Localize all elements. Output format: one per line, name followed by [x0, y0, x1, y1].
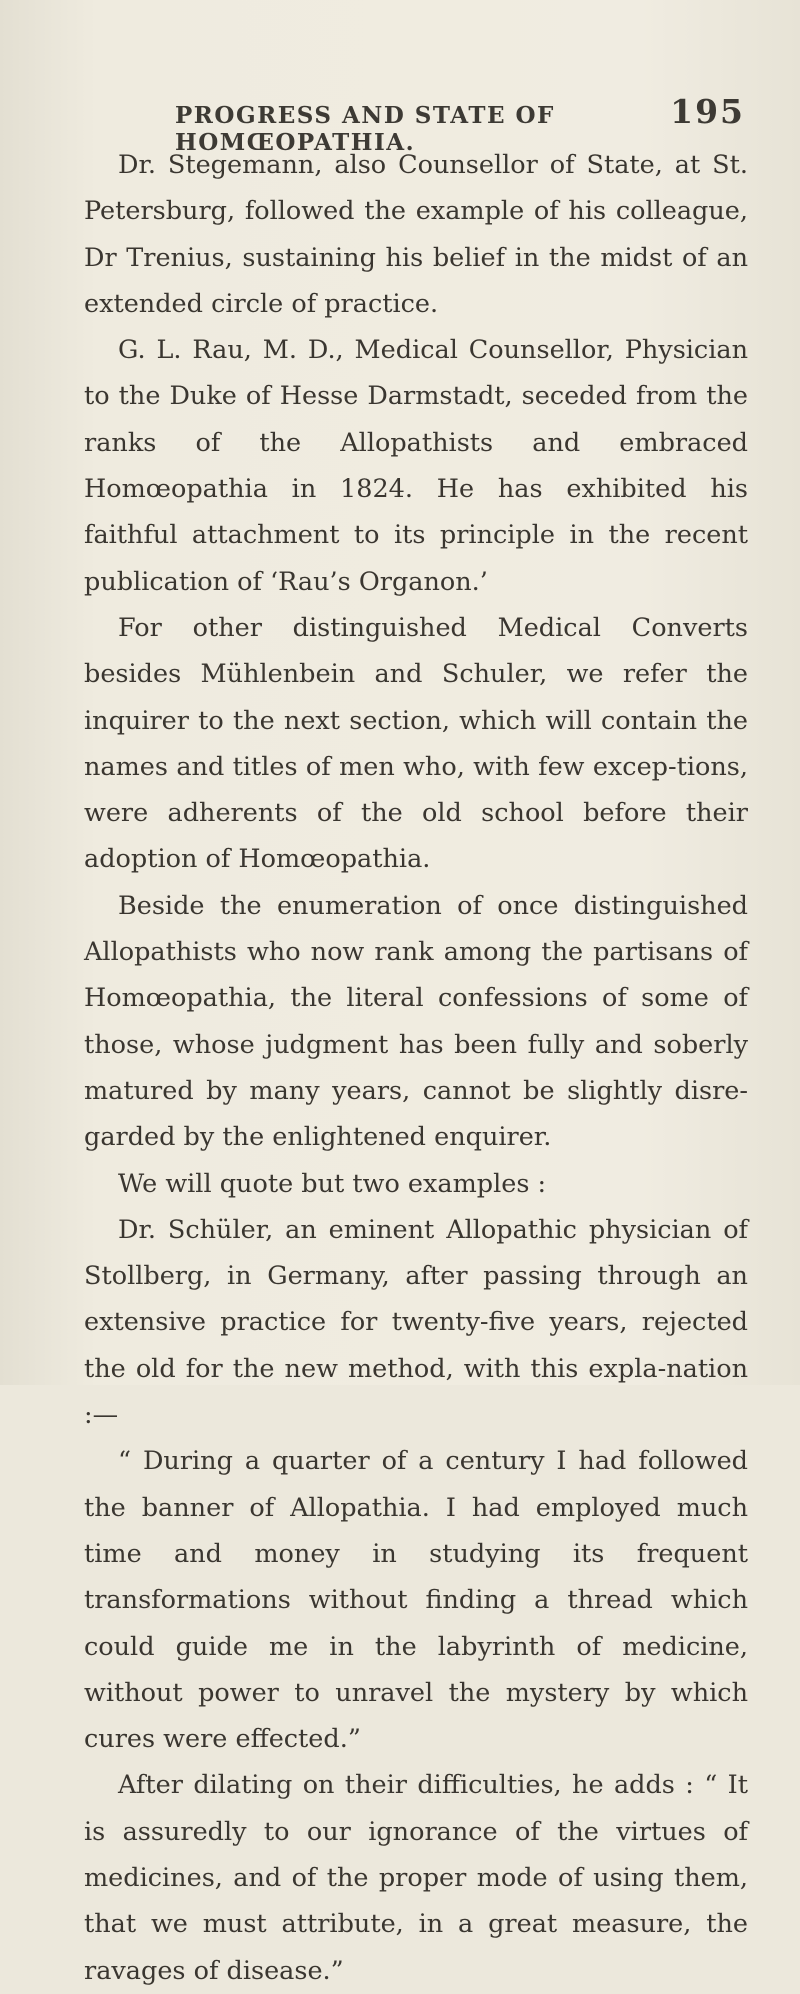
paragraph-quote-ignorance: After dilating on their difficulties, he adds : “ It is assuredly to our ignorance of the virtues of medicines, and of the proper mode of using them, that we must attribute, in a great measure, the ravages of disease.”: [84, 1770, 748, 1986]
paragraph-allopathists: Beside the enumeration of once distinguished Allopathists who now rank among the partisans of Homœopathia, the literal confessions of some of those, whose judgment has been fully and soberly matured by many years, cannot be slightly disre-garded by the enlightened enquirer.: [84, 890, 748, 1153]
page-number: 195: [670, 92, 745, 131]
running-title: PROGRESS AND STATE OF HOMŒOPATHIA.: [175, 102, 555, 156]
paragraph-quote-banner: “ During a quarter of a century I had followed the banner of Allopathia. I had employed much time and money in studying its frequent transformations without finding a thread which could guide me in the labyrinth of medicine, without power to unravel the mystery by which cures were effected.”: [84, 1446, 748, 1755]
paragraph-other-converts: For other distinguished Medical Converts besides Mühlenbein and Schuler, we refer the inquirer to the next section, which will contain the names and titles of men who, with few excep-tions, were adherents of the old school before their adoption of Homœopathia.: [84, 612, 748, 875]
paragraph-rau: G. L. Rau, M. D., Medical Counsellor, Physician to the Duke of Hesse Darmstadt, seceded from the ranks of the Allopathists and embraced Homœopathia in 1824. He has exhibited his faithful attachment to its principle in the recent publication of ‘Rau’s Organon.’: [84, 335, 748, 597]
paragraph-examples: We will quote but two examples :: [118, 1168, 547, 1199]
paragraph-schuler: Dr. Schüler, an eminent Allopathic physician of Stollberg, in Germany, after passing through an extensive practice for twenty-five years, rejected the old for the new method, with this expla-nation :—: [84, 1214, 748, 1431]
running-head: [175, 92, 745, 156]
body-text: [84, 142, 748, 1994]
paragraph-stegemann: Dr. Stegemann, also Counsellor of State, at St. Petersburg, followed the example of his colleague, Dr Trenius, sustaining his belief in the midst of an extended circle of practice.: [84, 150, 748, 319]
